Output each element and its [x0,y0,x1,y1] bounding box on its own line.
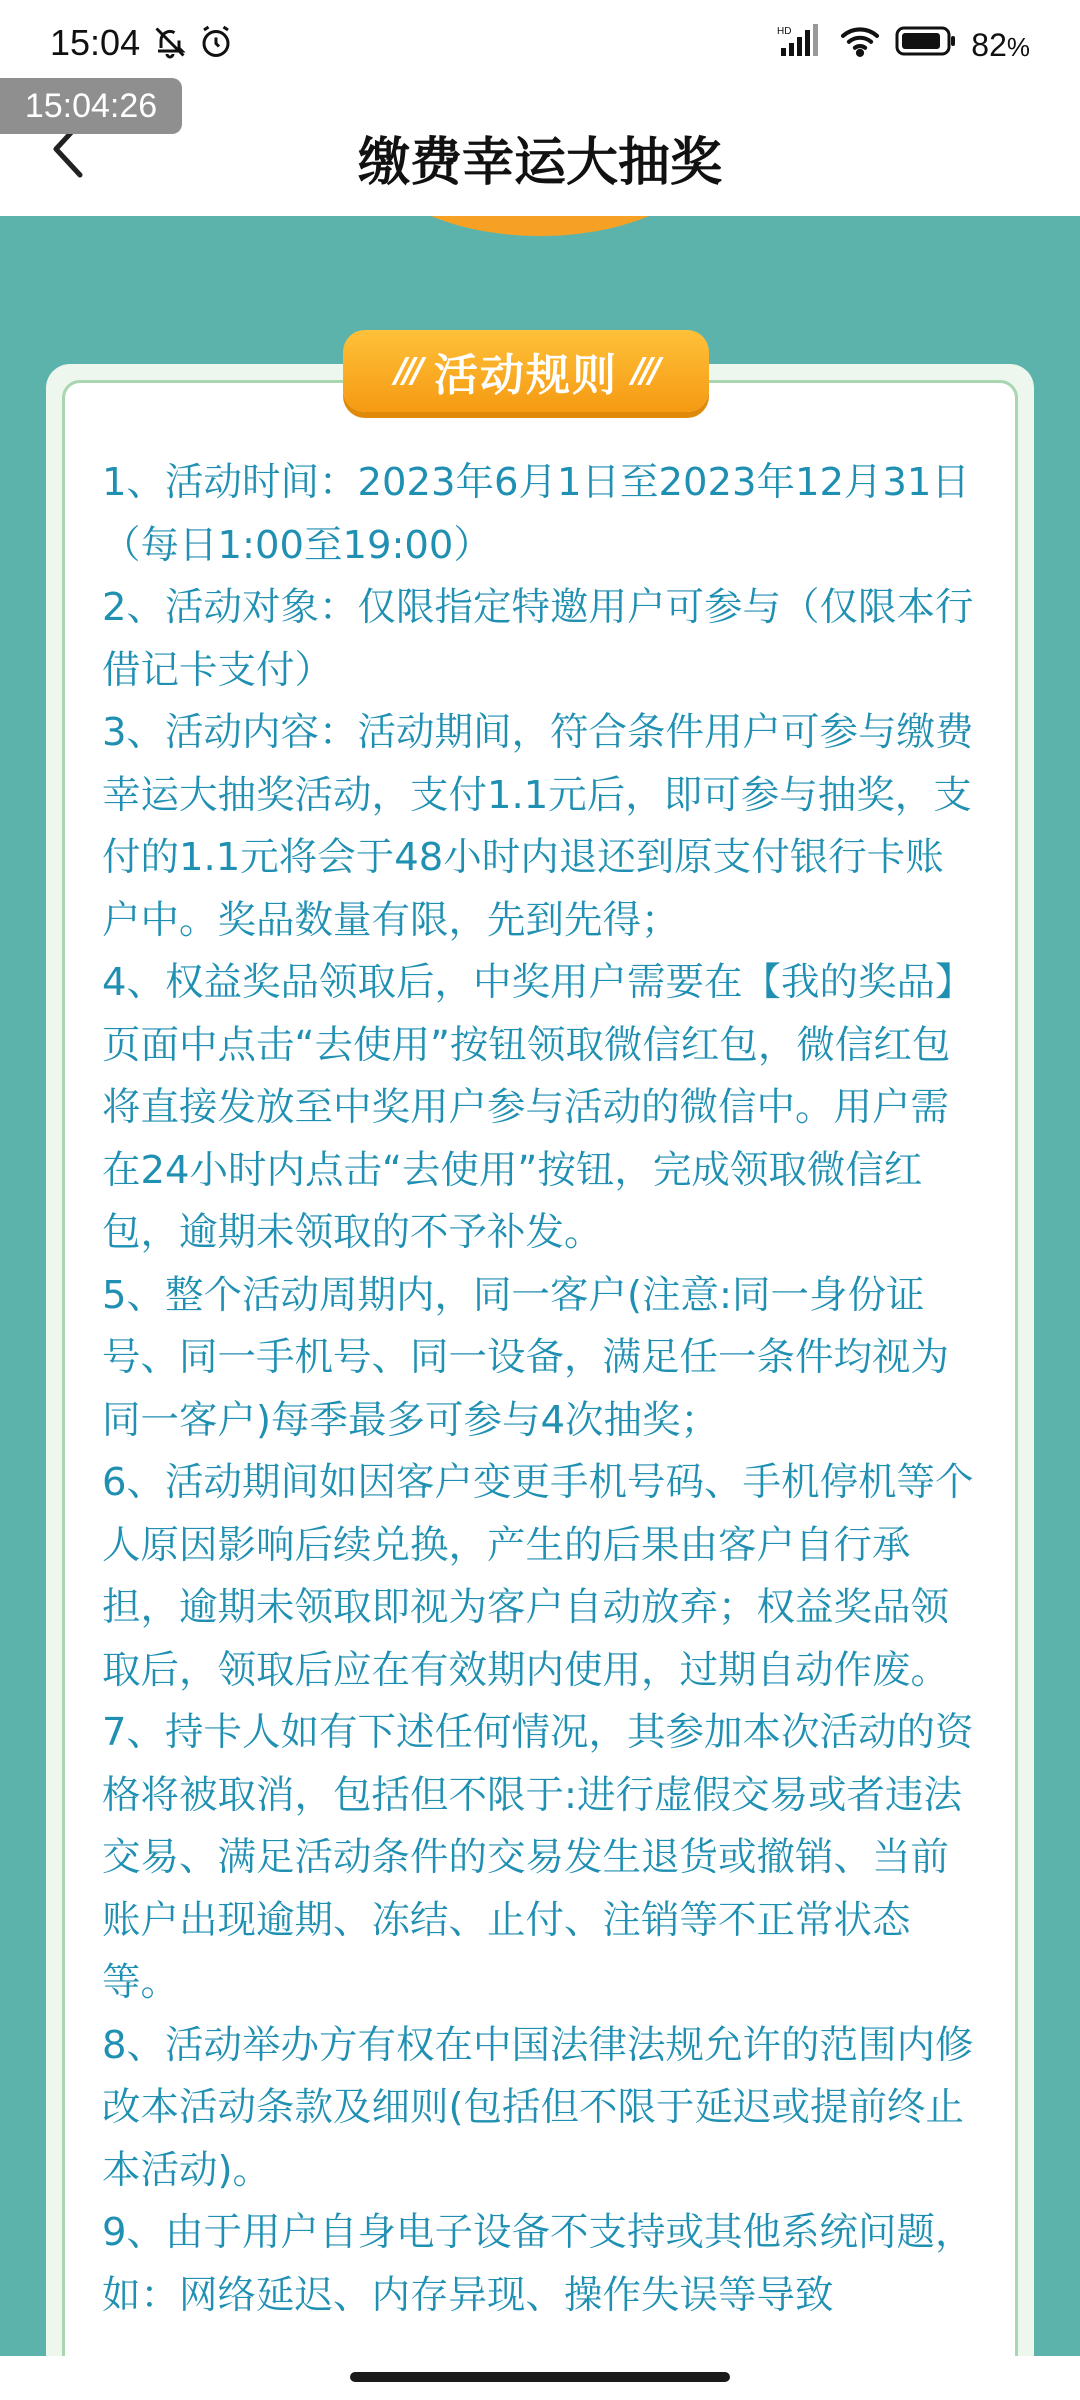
status-time: 15:04 [50,22,141,63]
rule-item: 8、活动举办方有权在中国法律法规允许的范围内修改本活动条款及细则(包括但不限于延迟或提前终止本活动)。 [102,2022,974,2193]
battery-icon [895,25,957,65]
rule-item: 1、活动时间：2023年6月1日至2023年12月31日（每日1:00至19:00） [102,460,970,568]
status-icons-right [777,24,1030,66]
signal-icon [777,24,825,66]
home-indicator[interactable] [350,2372,730,2382]
deco-slash-right-icon: /// [632,351,658,391]
wifi-icon [839,24,881,66]
navigation-bar [0,2356,1080,2400]
rule-item: 3、活动内容：活动期间，符合条件用户可参与缴费幸运大抽奖活动，支付1.1元后，即可参与抽奖，支付的1.1元将会于48小时内退还到原支付银行卡账户中。奖品数量有限，先到先得； [102,710,974,943]
rule-item: 6、活动期间如因客户变更手机号码、手机停机等个人原因影响后续兑换，产生的后果由客户自行承担，逾期未领取即视为客户自动放弃；权益奖品领取后，领取后应在有效期内使用，过期自动作废。 [102,1460,974,1693]
rule-item: 2、活动对象：仅限指定特邀用户可参与（仅限本行借记卡支付） [102,585,974,693]
bell-off-icon [152,24,188,64]
rule-item: 7、持卡人如有下述任何情况，其参加本次活动的资格将被取消，包括但不限于:进行虚假交易或者违法交易、满足活动条件的交易发生退货或撤销、当前账户出现逾期、冻结、止付、注销等不正常状态等。 [102,1710,974,2005]
rule-item: 4、权益奖品领取后，中奖用户需要在【我的奖品】页面中点击“去使用”按钮领取微信红包，微信红包将直接发放至中奖用户参与活动的微信中。用户需在24小时内点击“去使用”按钮，完成领取微信红包，逾期未领取的不予补发。 [102,960,974,1255]
battery-percent: 82% [971,26,1030,63]
rule-item: 9、由于用户自身电子设备不支持或其他系统问题，如：网络延迟、内存异现、操作失误等导致 [102,2210,974,2318]
svg-text:HD: HD [777,26,792,37]
timestamp-overlay: 15:04:26 [0,78,182,134]
deco-slash-left-icon: /// [394,351,420,391]
page-title: 缴费幸运大抽奖 [357,133,722,193]
rules-content [102,452,982,2327]
alarm-icon [198,24,234,64]
status-icons-left [152,24,234,64]
rule-item: 5、整个活动周期内，同一客户(注意:同一身份证号、同一手机号、同一设备，满足任一条件均视为同一客户)每季最多可参与4次抽奖； [102,1272,950,1443]
rules-title: 活动规则 [434,350,618,401]
rules-title-badge [343,330,709,412]
